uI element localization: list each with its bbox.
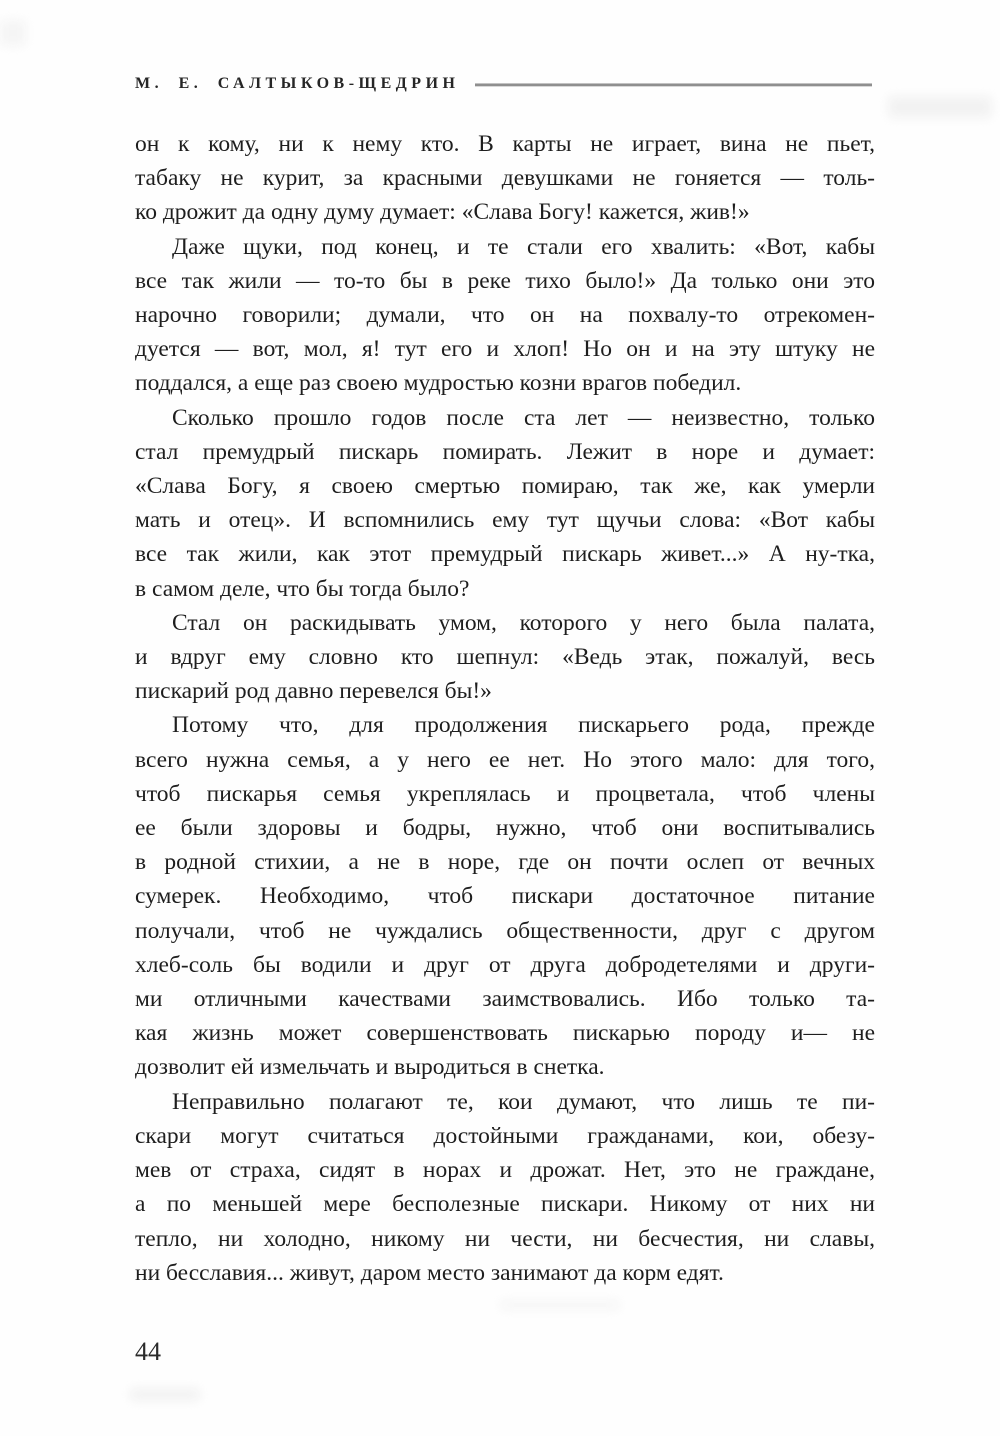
text-line: табаку не курит, за красными девушками не гоняется — толь-	[135, 165, 875, 192]
text-line: он к кому, ни к нему кто. В карты не играет, вина не пьет,	[135, 131, 875, 157]
text-line: все так жили, как этот премудрый пискарь живет...» А ну-тка,	[135, 541, 875, 568]
page-number: 44	[135, 1337, 161, 1366]
text-line: сумерек. Необходимо, чтоб пискари достаточное питание	[135, 883, 875, 910]
text-line: тепло, ни холодно, никому ни чести, ни бесчестия, ни славы,	[135, 1225, 875, 1252]
text-line: в самом деле, что бы тогда было?	[135, 575, 470, 602]
text-line: в родной стихии, а не в норе, где он почти ослеп от вечных	[135, 849, 875, 876]
text-line: Потому что, для продолжения пискарьего рода, прежде	[172, 712, 875, 739]
text-line: ни бесславия... живут, даром место занимают да корм едят.	[135, 1259, 724, 1286]
text-line: а по меньшей мере бесполезные пискари. Никому от них ни	[135, 1191, 875, 1218]
text-line: Сколько прошло годов после ста лет — неизвестно, только	[172, 404, 875, 431]
text-line: всего нужна семья, а у него ее нет. Но этого мало: для того,	[135, 746, 875, 773]
text-line: Стал он раскидывать умом, которого у него была палата,	[172, 609, 875, 636]
text-line: пискарий род давно перевелся бы!»	[135, 678, 492, 705]
text-line: дозволит ей измельчать и выродиться в снетка.	[135, 1054, 605, 1081]
text-line: ее были здоровы и бодры, нужно, чтоб они воспитывались	[135, 815, 875, 842]
text-line: мев от страха, сидят в норах и дрожат. Нет, это не граждане,	[135, 1157, 875, 1184]
text-line: кая жизнь может совершенствовать пискарью породу и— не	[135, 1020, 875, 1047]
text-line: получали, чтоб не чуждались общественности, друг с другом	[135, 917, 875, 944]
text-line: и вдруг ему словно кто шепнул: «Ведь этак, пожалуй, весь	[135, 644, 875, 671]
text-line: все так жили — то-то бы в реке тихо было!» Да только они это	[135, 267, 875, 294]
text-line: хлеб-соль бы водили и друг от друга добродетелями и други-	[135, 951, 875, 978]
photo-artifact	[130, 1388, 200, 1401]
text-line: чтоб пискарья семья укреплялась и процветала, чтоб члены	[135, 780, 875, 807]
text-line: «Слава Богу, я своею смертью помираю, так же, как умерли	[135, 473, 875, 500]
text-line: ко дрожит да одну думу думает: «Слава Богу! кажется, жив!»	[135, 199, 750, 226]
text-line: Неправильно полагают те, кои думают, что лишь те пи-	[172, 1088, 875, 1115]
body-text	[135, 127, 875, 1290]
header-rule	[475, 83, 872, 87]
photo-artifact	[500, 1300, 620, 1310]
text-line: нарочно говорили; думали, что он на похвалу-то отрекомен-	[135, 302, 875, 329]
text-line: ми отличными качествами заимствовались. Ибо только та-	[135, 986, 875, 1013]
text-line: стал премудрый пискарь помирать. Лежит в норе и думает:	[135, 438, 875, 465]
text-line: скари могут считаться достойными гражданами, кои, обезу-	[135, 1122, 875, 1149]
text-line: мать и отец». И вспомнились ему тут щучьи слова: «Вот кабы	[135, 507, 875, 534]
running-header	[135, 72, 872, 96]
text-line: дуется — вот, мол, я! тут его и хлоп! Но он и на эту штуку не	[135, 336, 875, 363]
text-line: Даже щуки, под конец, и те стали его хвалить: «Вот, кабы	[172, 233, 875, 260]
photo-artifact	[0, 20, 26, 46]
author-name: М. Е. САЛТЫКОВ-ЩЕДРИН	[135, 75, 460, 92]
text-line: поддался, а еще раз своею мудростью козни врагов победил.	[135, 370, 742, 397]
photo-artifact	[888, 96, 992, 118]
